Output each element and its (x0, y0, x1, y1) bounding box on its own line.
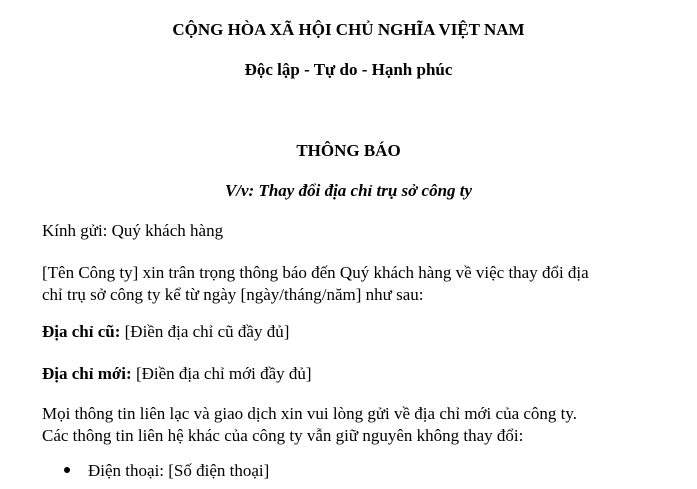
bullet-icon (64, 467, 70, 473)
national-title: CỘNG HÒA XÃ HỘI CHỦ NGHĨA VIỆT NAM (172, 20, 525, 39)
notice-title: THÔNG BÁO (296, 141, 401, 160)
new-address-value: [Điền địa chỉ mới đầy đủ] (131, 364, 312, 383)
greeting: Kính gửi: Quý khách hàng (42, 221, 224, 240)
old-address-value: [Điền địa chỉ cũ đầy đủ] (120, 322, 290, 341)
notice-subject: V/v: Thay đổi địa chỉ trụ sở công ty (224, 181, 473, 200)
old-address (42, 322, 289, 342)
intro-line-2: chỉ trụ sở công ty kể từ ngày [ngày/tháng/năm] như sau: (42, 285, 424, 304)
contact-item-phone: Điện thoại: [Số điện thoại] (88, 461, 270, 480)
old-address-label: Địa chỉ cũ: (42, 322, 121, 341)
intro-line-1: [Tên Công ty] xin trân trọng thông báo đến Quý khách hàng về việc thay đổi địa (42, 263, 589, 282)
info-line-2: Các thông tin liên hệ khác của công ty vẫn giữ nguyên không thay đổi: (42, 426, 524, 445)
new-address (42, 364, 312, 384)
national-motto: Độc lập - Tự do - Hạnh phúc (244, 60, 453, 79)
info-line-1: Mọi thông tin liên lạc và giao dịch xin vui lòng gửi về địa chỉ mới của công ty. (42, 404, 578, 423)
new-address-label: Địa chỉ mới: (42, 364, 132, 383)
